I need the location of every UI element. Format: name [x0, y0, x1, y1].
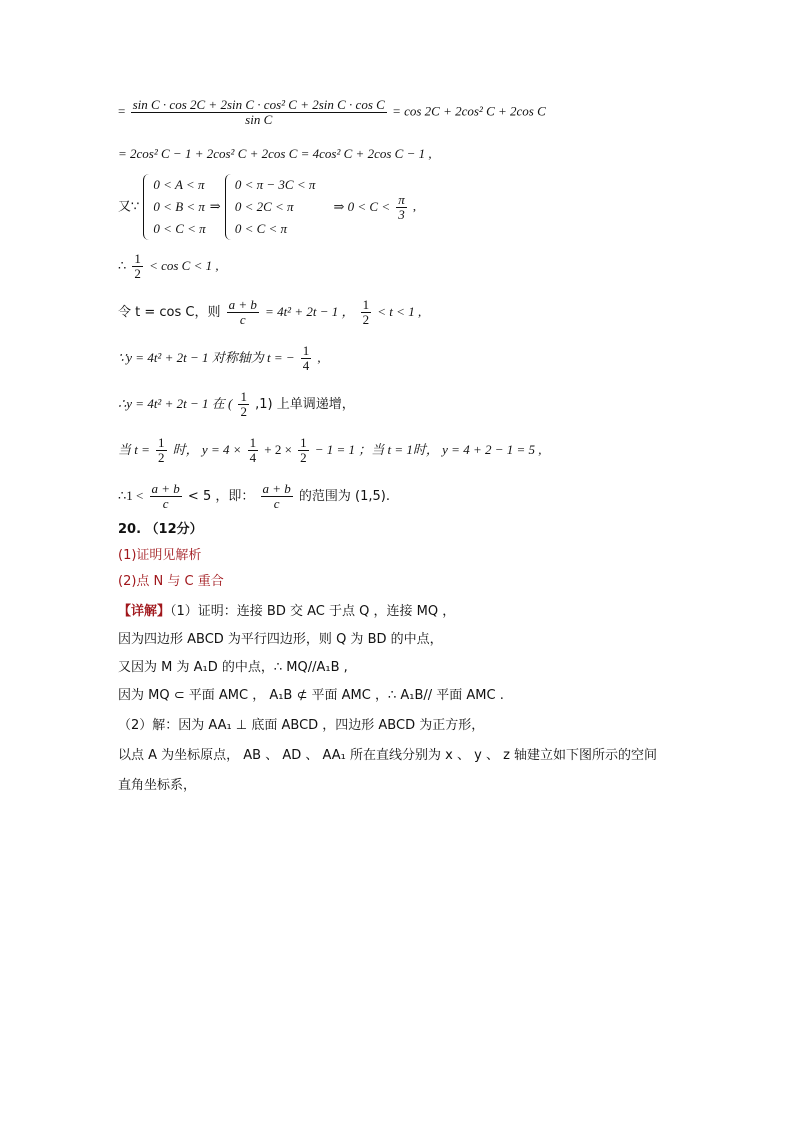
fraction: [132, 252, 143, 281]
fraction: [156, 436, 167, 465]
fraction-numerator: 1: [134, 251, 141, 266]
fraction: [238, 390, 249, 419]
detail-line-4: 因为 MQ ⊂ 平面 AMC ， A₁B ⊄ 平面 AMC ，∴ A₁B// 平面 AMC .: [118, 688, 504, 703]
fraction-denominator: c: [162, 496, 169, 511]
detail-line-3: 又因为 M 为 A₁D 的中点，∴ MQ//A₁B ,: [118, 660, 348, 675]
conclusion-text: < 5 ，即：: [187, 489, 255, 504]
fraction-denominator: 4: [249, 450, 257, 465]
fraction-numerator: a + b: [262, 481, 291, 496]
fraction: [301, 344, 312, 373]
fraction-numerator: a + b: [151, 481, 180, 496]
detail-tag: 【详解】: [118, 604, 171, 619]
range-result: 的范围为 (1,5).: [298, 489, 391, 504]
fraction: [227, 298, 259, 327]
answer-part-1: (1)证明见解析: [118, 548, 202, 563]
fraction-denominator: 2: [300, 450, 307, 465]
equation-line-2: = 2cos² C − 1 + 2cos² C + 2cos C = 4cos² C + 2cos C − 1 ,: [118, 146, 432, 161]
fraction: [131, 98, 387, 127]
detail-line-1: [118, 604, 455, 620]
answer-part-2: (2)点 N 与 C 重合: [118, 574, 224, 589]
let-text: 令 t = cos C，则: [118, 305, 221, 320]
fraction-denominator: 2: [134, 266, 141, 281]
question-20-title: 20. （12分）: [118, 522, 203, 537]
system-row: 0 < π − 3C < π: [234, 177, 316, 192]
fraction-numerator: 1: [300, 435, 307, 450]
equation-line-8: [118, 436, 542, 465]
quadratic-text: = 4t² + 2t − 1 ，: [265, 304, 355, 319]
detail-line-7: 直角坐标系，: [118, 778, 197, 793]
system-row: 0 < B < π: [153, 199, 205, 214]
fraction-denominator: c: [273, 496, 280, 511]
fraction: [150, 482, 182, 511]
therefore-symbol: ∴: [118, 258, 127, 273]
fraction-denominator: 4: [302, 358, 310, 373]
fraction: [361, 298, 372, 327]
fraction-numerator: 1: [249, 435, 257, 450]
equation-line-9: [118, 482, 390, 511]
fraction-denominator: c: [239, 312, 246, 327]
fraction-denominator: 2: [158, 450, 165, 465]
implies-arrow: ⇒: [209, 198, 221, 214]
inequality-system-2: [225, 174, 316, 240]
value-text: 时， y = 4 ×: [172, 442, 242, 457]
system-row: 0 < 2C < π: [234, 199, 294, 214]
equation-rhs: = cos 2C + 2cos² C + 2cos C: [392, 103, 546, 119]
value-text: + 2 ×: [264, 442, 292, 457]
when-text: 当 t =: [118, 442, 150, 457]
equation-line-6: [118, 344, 321, 373]
detail-line-2: 因为四边形 ABCD 为平行四边形，则 Q 为 BD 的中点，: [118, 632, 443, 647]
punctuation: ,: [317, 350, 321, 365]
system-row: 0 < C < π: [234, 221, 288, 236]
fraction: [261, 482, 293, 511]
fraction-denominator: 2: [362, 312, 370, 327]
system-row: 0 < C < π: [153, 221, 206, 236]
inequality-system-1: [143, 174, 205, 240]
fraction-numerator: a + b: [228, 297, 257, 312]
axis-text: ∵y = 4t² + 2t − 1 对称轴为 t = −: [118, 350, 295, 365]
range-text: < t < 1 ,: [377, 304, 422, 319]
fraction-denominator: sin C: [245, 112, 273, 127]
detail-line-6: 以点 A 为坐标原点， AB 、 AD 、 AA₁ 所在直线分别为 x 、 y 、 z 轴建立如下图所示的空间: [118, 748, 658, 763]
left-brace: [225, 174, 234, 240]
fraction-numerator: 1: [302, 343, 310, 358]
left-brace: [143, 174, 152, 240]
fraction: [248, 436, 259, 465]
detail-text: （1）证明：连接 BD 交 AC 于点 Q ，连接 MQ ，: [170, 604, 456, 619]
equation-line-7: [118, 390, 355, 419]
equation-line-3: [118, 174, 416, 240]
fraction-numerator: sin C · cos 2C + 2sin C · cos² C + 2sin C · cos C: [132, 97, 385, 112]
equation-line-4: [118, 252, 219, 281]
result-suffix: ,: [412, 198, 417, 214]
fraction-numerator: 1: [240, 389, 247, 404]
detail-line-5: （2）解：因为 AA₁ ⊥ 底面 ABCD ，四边形 ABCD 为正方形，: [118, 718, 485, 733]
equation-line-5: [118, 298, 421, 327]
fraction-numerator: 1: [362, 297, 370, 312]
fraction-denominator: 3: [398, 206, 405, 222]
fraction: [298, 436, 309, 465]
fraction-denominator: 2: [240, 404, 247, 419]
because-prefix: 又∵: [118, 199, 140, 215]
inequality-text: < cos C < 1 ,: [149, 258, 219, 273]
fraction: [396, 193, 407, 222]
fraction-numerator: 1: [158, 435, 165, 450]
fraction-numerator: π: [398, 191, 405, 207]
monotonic-text: ∴y = 4t² + 2t − 1 在 (: [118, 396, 233, 411]
conclusion-text: ∴1 <: [118, 488, 144, 503]
equation-line-1: = $\frac{\text{sin C · cos 2C + 2sin C · cos² C + 2sin C · cos C}}{\text{sin C}}$ = cos 2C + 2cos² C + 2cos C: [118, 97, 546, 127]
value-text: − 1 = 1 ；当 t = 1时， y = 4 + 2 − 1 = 5 ,: [314, 442, 542, 457]
monotonic-suffix: ,1) 上单调递增，: [255, 397, 355, 412]
result-text: ⇒ 0 < C <: [333, 198, 391, 214]
system-row: 0 < A < π: [153, 177, 205, 192]
